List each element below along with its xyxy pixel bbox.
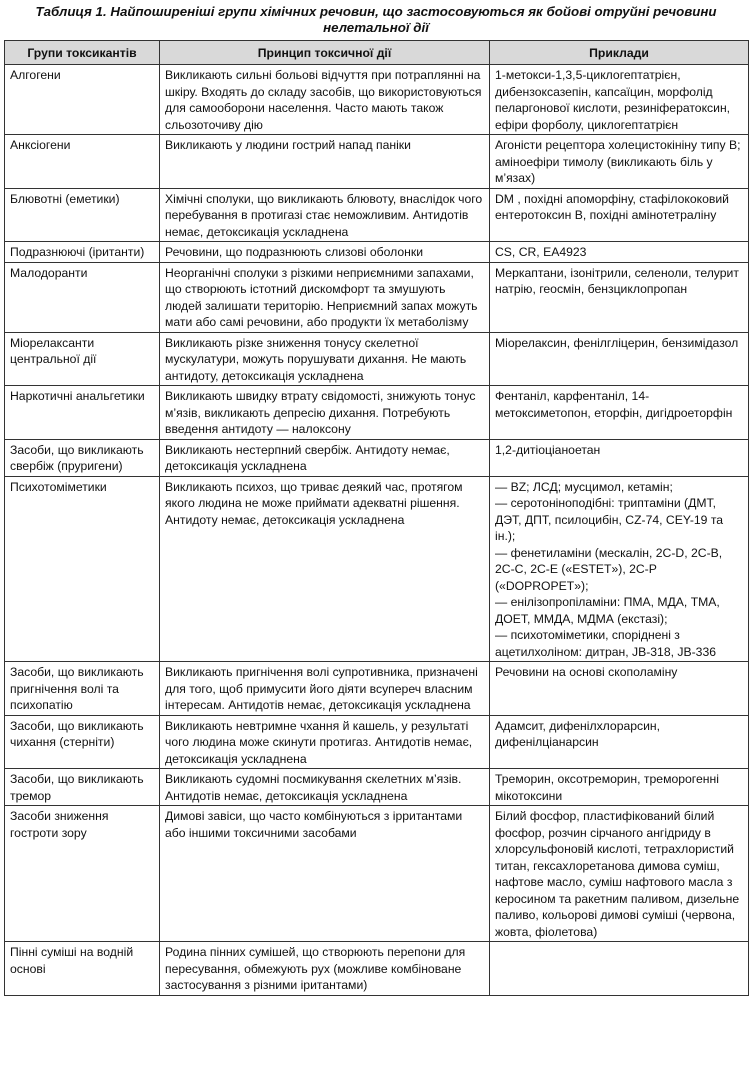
toxicants-table xyxy=(4,40,749,996)
table-row xyxy=(5,769,749,806)
examples-cell: Фентаніл, карфентаніл, 14-метоксиметопон, еторфін, дигідроеторфін xyxy=(490,386,749,440)
examples-cell: Білий фосфор, пластифікований білий фосфор, розчин сірчаного ангідриду в хлорсульфоновій кислоті, тетрахлористий титан, гексахлоретанова димова суміш, нафтове масло, суміш нафтового масла з керосином та ракетним паливом, дизельне паливо, кольорові димові суміші (червона, жовта, фіолетова) xyxy=(490,806,749,942)
column-header-examples: Приклади xyxy=(490,41,749,65)
table-row xyxy=(5,476,749,662)
examples-cell: DM , похідні апоморфіну, стафілококовий ентеротоксин B, похідні амінотетраліну xyxy=(490,188,749,242)
table-row xyxy=(5,135,749,189)
column-header-groups: Групи токсикантів xyxy=(5,41,160,65)
table-row xyxy=(5,662,749,716)
examples-cell: Агоністи рецептора холецистокініну типу B; аміноефіри тимолу (викликають біль у м’язах) xyxy=(490,135,749,189)
examples-cell xyxy=(490,476,749,662)
principle-cell: Неорганічні сполуки з різкими неприємними запахами, що створюють істотний дискомфорт та змушують людей залишати територію. Неприємний запах можуть мати або самі речовини, або продукти їх метаболізму xyxy=(160,262,490,332)
principle-cell: Речовини, що подразнюють слизові оболонки xyxy=(160,242,490,263)
examples-list-item: — психотоміметики, споріднені з ацетилхоліном: дитран, JB-318, JB-336 xyxy=(495,628,717,659)
examples-cell: CS, CR, EA4923 xyxy=(490,242,749,263)
principle-cell: Викликають невтримне чхання й кашель, у результаті чого людина може скинути протигаз. Антидотів немає, детоксикація ускладнена xyxy=(160,715,490,769)
group-cell: Пінні суміші на водній основі xyxy=(5,942,160,996)
principle-cell: Викликають нестерпний свербіж. Антидоту немає, детоксикація ускладнена xyxy=(160,439,490,476)
examples-cell: Міорелаксин, фенілгліцерин, бензимідазол xyxy=(490,332,749,386)
examples-cell: 1,2-дитіоціаноетан xyxy=(490,439,749,476)
examples-list-item: — BZ; ЛСД; мусцимол, кетамін; xyxy=(495,479,673,494)
group-cell: Подразнюючі (іританти) xyxy=(5,242,160,263)
group-cell: Блювотні (еметики) xyxy=(5,188,160,242)
group-cell: Алгогени xyxy=(5,65,160,135)
table-row xyxy=(5,188,749,242)
group-cell: Засоби, що викликають тремор xyxy=(5,769,160,806)
principle-cell: Димові завіси, що часто комбінуються з ірритантами або іншими токсичними засобами xyxy=(160,806,490,942)
principle-cell: Викликають у людини гострий напад паніки xyxy=(160,135,490,189)
table-row xyxy=(5,332,749,386)
group-cell: Анксіогени xyxy=(5,135,160,189)
principle-cell: Родина пінних сумішей, що створюють перепони для пересування, обмежують рух (можливе комбіноване застосування з різними іритантами) xyxy=(160,942,490,996)
group-cell: Засоби зниження гостроти зору xyxy=(5,806,160,942)
table-row xyxy=(5,262,749,332)
group-cell: Засоби, що викликають чихання (стерніти) xyxy=(5,715,160,769)
examples-cell: Речовини на основі скополаміну xyxy=(490,662,749,716)
table-row xyxy=(5,439,749,476)
examples-list-item: — енілізопропіламіни: ПМА, МДА, ТМА, ДОЕТ, ММДА, МДМА (екстазі); xyxy=(495,595,720,626)
table-caption: Таблиця 1. Найпоширеніші групи хімічних речовин, що застосовуються як бойові отруйні речовини нелетальної дії xyxy=(35,4,717,35)
group-cell: Психотоміметики xyxy=(5,476,160,662)
column-header-principle: Принцип токсичної дії xyxy=(160,41,490,65)
principle-cell: Хімічні сполуки, що викликають блювоту, внаслідок чого перебування в протигазі стає неможливим. Антидотів немає, детоксикація ускладнена xyxy=(160,188,490,242)
table-row xyxy=(5,242,749,263)
group-cell: Міорелаксанти центральної дії xyxy=(5,332,160,386)
table-row xyxy=(5,715,749,769)
group-cell: Засоби, що викликають свербіж (пруригени) xyxy=(5,439,160,476)
table-row xyxy=(5,942,749,996)
principle-cell: Викликають пригнічення волі супротивника, призначені для того, щоб примусити його діяти всупереч власним інтересам. Антидотів немає, детоксикація ускладнена xyxy=(160,662,490,716)
principle-cell: Викликають різке зниження тонусу скелетної мускулатури, можуть порушувати дихання. Не мають антидоту, детоксикація ускладнена xyxy=(160,332,490,386)
table-header-row xyxy=(5,41,749,65)
table-row xyxy=(5,806,749,942)
principle-cell: Викликають сильні больові відчуття при потраплянні на шкіру. Входять до складу засобів, що використовуються для самооборони населення. Часто мають також сльозоточиву дію xyxy=(160,65,490,135)
principle-cell: Викликають швидку втрату свідомості, знижують тонус м’язів, викликають депресію дихання. Потребують введення антидоту — налоксону xyxy=(160,386,490,440)
principle-cell: Викликають судомні посмикування скелетних м’язів. Антидотів немає, детоксикація ускладнена xyxy=(160,769,490,806)
examples-cell xyxy=(490,942,749,996)
examples-cell: Треморин, оксотреморин, треморогенні мікотоксини xyxy=(490,769,749,806)
table-row xyxy=(5,386,749,440)
principle-cell: Викликають психоз, що триває деякий час, протягом якого людина не може приймати адекватні рішення. Антидоту немає, детоксикація ускладнена xyxy=(160,476,490,662)
examples-cell: Меркаптани, ізонітрили, селеноли, телурит натрію, геосмін, бензциклопропан xyxy=(490,262,749,332)
group-cell: Засоби, що викликають пригнічення волі та психопатію xyxy=(5,662,160,716)
examples-list-item: — фенетиламіни (мескалін, 2C-D, 2C-B, 2C-C, 2C-E («ESTET»), 2C-P («DOPROPET»); xyxy=(495,545,723,593)
group-cell: Наркотичні анальгетики xyxy=(5,386,160,440)
examples-cell: 1-метокси-1,3,5-циклогептатрієн, дибензоксазепін, капсаїцин, морфолід пеларгонової кислоти, резиніфератоксин, ефіри форболу, циклогептатрієн xyxy=(490,65,749,135)
examples-list-item: — серотонінoподібні: триптаміни (ДМТ, ДЭТ, ДПТ, псилоцибін, CZ-74, CEY-19 та ін.); xyxy=(495,496,724,543)
table-row xyxy=(5,65,749,135)
group-cell: Малодоранти xyxy=(5,262,160,332)
examples-cell: Адамсит, дифенілхлорарсин, дифенілціанарсин xyxy=(490,715,749,769)
